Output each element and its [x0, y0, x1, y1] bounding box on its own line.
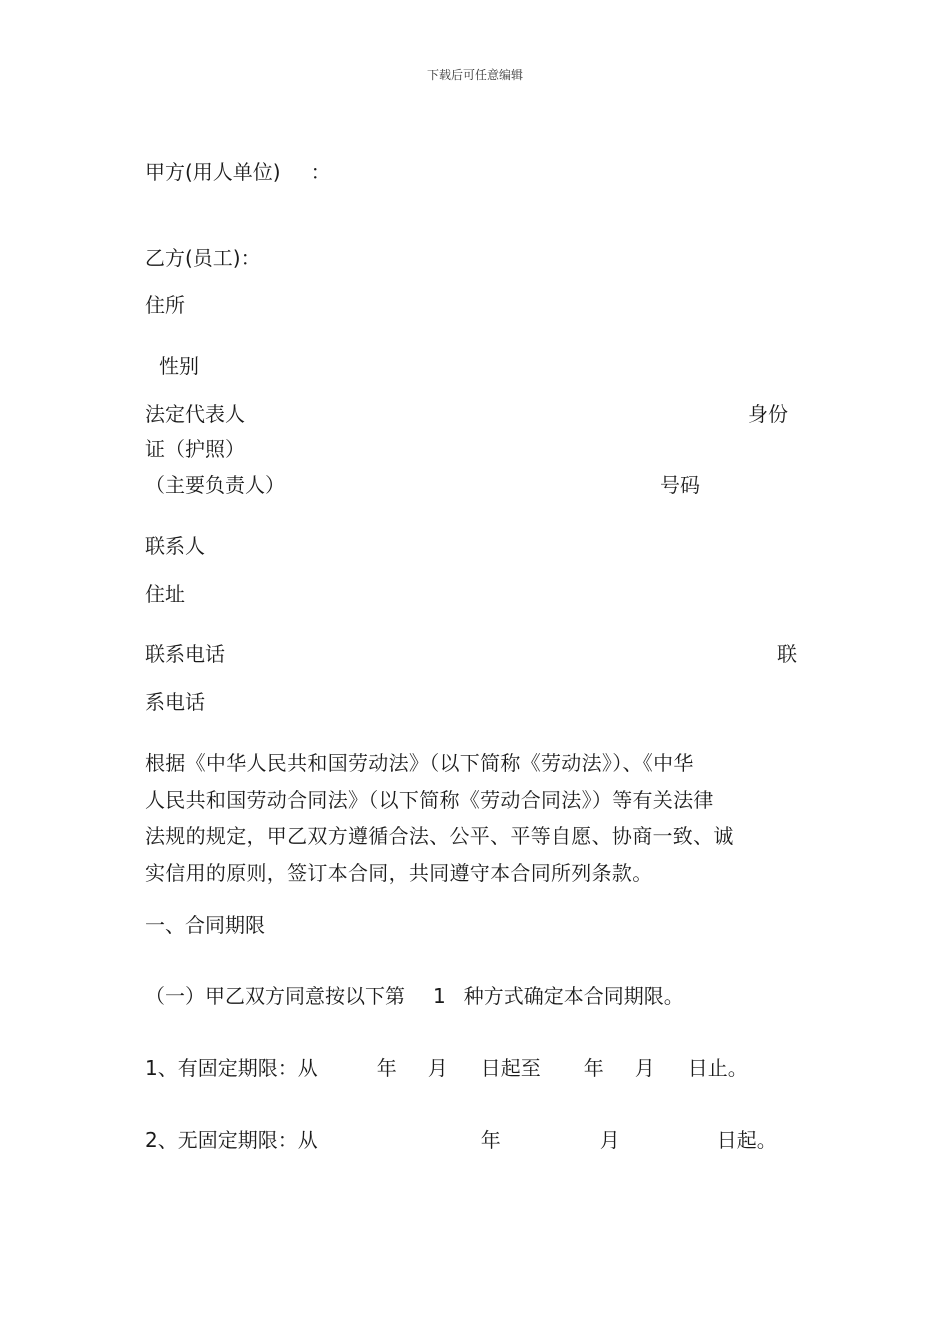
fixed-day-1: 日起至	[480, 1056, 541, 1080]
fixed-day-2: 日止。	[687, 1056, 748, 1080]
clause-1-line	[145, 984, 684, 1008]
preamble-line: 实信用的原则，签订本合同，共同遵守本合同所列条款。	[145, 860, 653, 885]
preamble-line: 法规的规定，甲乙双方遵循合法、公平、平等自愿、协商一致、诚	[145, 824, 734, 848]
id-number-label: 号码	[660, 473, 700, 497]
clause-1-prefix: （一）甲乙双方同意按以下第	[145, 984, 405, 1008]
party-b-label: 乙方(员工)：	[145, 246, 261, 270]
phone-b-label-part1: 联	[777, 642, 797, 666]
fixed-term-label: 1、有固定期限：从	[145, 1056, 318, 1080]
preamble-line: 人民共和国劳动合同法》（以下简称《劳动合同法》）等有关法律	[145, 787, 714, 812]
preamble-line: 根据《中华人民共和国劳动法》（以下简称《劳动法》）、《中华	[145, 751, 694, 775]
section-1-title: 一、合同期限	[145, 913, 265, 937]
phone-a-label: 联系电话	[145, 642, 225, 666]
fixed-year-2: 年	[583, 1056, 604, 1080]
fixed-month-1: 月	[427, 1056, 448, 1080]
open-month: 月	[599, 1128, 620, 1152]
open-day: 日起。	[716, 1128, 777, 1152]
contact-person-label: 联系人	[145, 534, 205, 558]
fixed-year-1: 年	[376, 1056, 397, 1080]
legal-rep-label: 法定代表人	[145, 402, 245, 426]
id-card-label-part1: 身份	[748, 402, 788, 426]
party-a-line	[145, 160, 331, 184]
page-header-note: 下载后可任意编辑	[426, 68, 523, 82]
clause-1-suffix: 种方式确定本合同期限。	[463, 984, 684, 1008]
id-card-label-part2: 证（护照）	[145, 437, 245, 461]
address-label: 住址	[145, 582, 185, 606]
party-a-colon: ：	[310, 160, 331, 184]
main-person-label: （主要负责人）	[145, 473, 285, 497]
open-year: 年	[480, 1128, 501, 1152]
party-a-label: 甲方(用人单位)	[145, 160, 281, 184]
residence-label: 住所	[145, 293, 185, 317]
preamble-paragraph	[145, 745, 805, 891]
gender-label: 性别	[159, 354, 199, 378]
fixed-month-2: 月	[634, 1056, 655, 1080]
phone-b-label-part2: 系电话	[145, 690, 205, 714]
fixed-term-line	[145, 1056, 748, 1080]
open-term-line	[145, 1128, 777, 1152]
clause-1-number: 1	[433, 984, 446, 1008]
open-term-label: 2、无固定期限：从	[145, 1128, 318, 1152]
